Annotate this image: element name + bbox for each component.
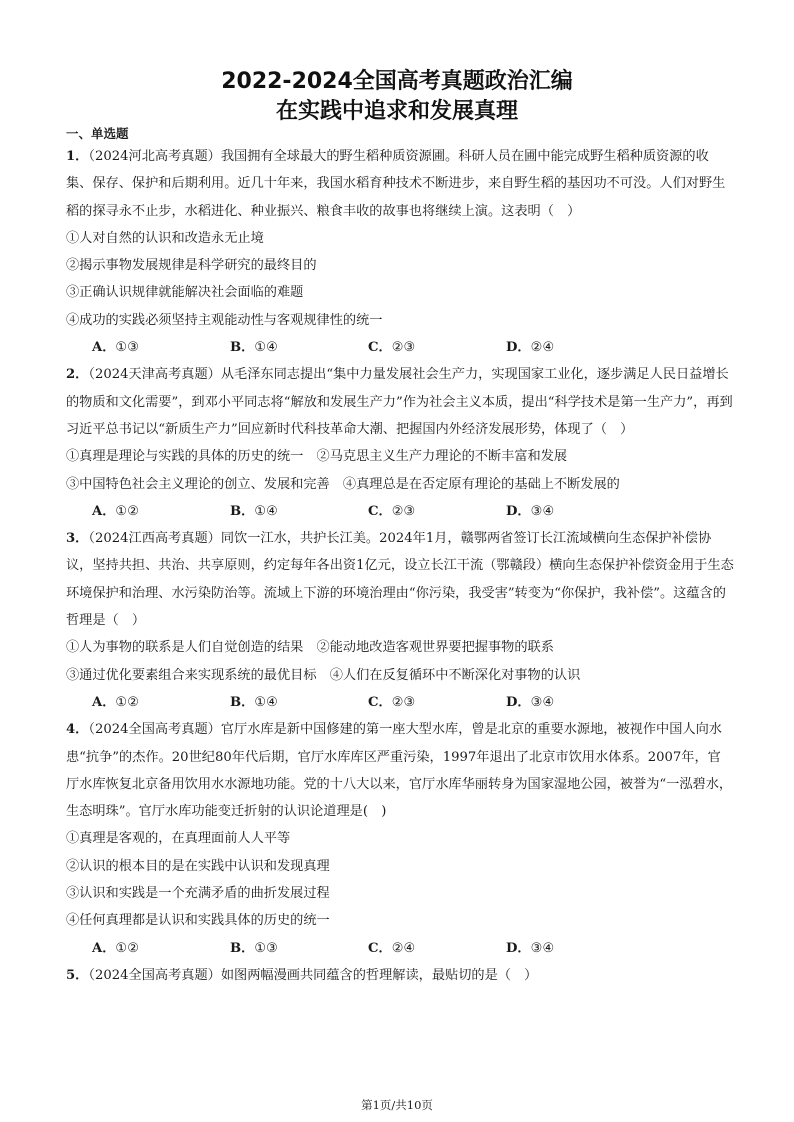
choice-value: ②③	[391, 694, 416, 710]
question-item	[66, 716, 734, 962]
statement-option: ①真理是客观的，在真理面前人人平等	[66, 831, 291, 847]
choice-value: ①③	[254, 940, 278, 956]
answer-choice	[230, 689, 368, 716]
question-list	[66, 143, 734, 989]
choice-value: ③④	[530, 694, 555, 710]
choice-letter: A．	[92, 340, 116, 356]
choice-letter: D．	[506, 503, 531, 519]
choice-letter: C．	[368, 940, 392, 956]
question-stem: （2024河北高考真题）我国拥有全球最大的野生稻种质资源圃。科研人员在圃中能完成野生稻种质资源的收集、保存、保护和后期利用。近几十年来，我国水稻育种技术不断进步，来自野生稻的基因功不可没。人们对野生稻的探寻永不止步，水稻进化、种业振兴、粮食丰收的故事也将继续上演。这表明（ ）	[66, 149, 726, 219]
question-text	[66, 143, 734, 225]
choice-value: ①②	[115, 940, 140, 956]
question-text	[66, 962, 734, 989]
answer-choice	[230, 935, 368, 962]
choice-letter: B．	[230, 340, 255, 356]
statement-option: ③认识和实践是一个充满矛盾的曲折发展过程	[66, 886, 330, 902]
choice-letter: B．	[230, 694, 255, 710]
choice-value: ①②	[115, 694, 140, 710]
answer-choices	[66, 935, 734, 962]
choice-letter: B．	[230, 940, 255, 956]
answer-choice	[368, 334, 506, 361]
answer-choice	[92, 498, 230, 525]
question-item	[66, 361, 734, 525]
answer-choice	[506, 334, 644, 361]
answer-choice	[92, 935, 230, 962]
choice-letter: A．	[92, 694, 116, 710]
statement-option: ①真理是理论与实践的具体的历史的统一 ②马克思主义生产力理论的不断丰富和发展	[66, 449, 568, 465]
statement-option: ④任何真理都是认识和实践具体的历史的统一	[66, 913, 330, 929]
question-item	[66, 962, 734, 989]
statement-option: ②认识的根本目的是在实践中认识和发现真理	[66, 858, 330, 874]
document-subtitle: 在实践中追求和发展真理	[275, 99, 518, 124]
question-stem: （2024天津高考真题）从毛泽东同志提出“集中力量发展社会生产力，实现国家工业化，逐步满足人民日益增长的物质和文化需要”，到邓小平同志将“解放和发展生产力”作为社会主义本质，提出“科学技术是第一生产力”，再到习近平总书记以“新质生产力”回应新时代科技革命大潮、把握国内外经济发展形势，体现了（ ）	[66, 367, 733, 437]
answer-choice	[506, 498, 644, 525]
answer-choices	[66, 334, 734, 361]
answer-choice	[230, 334, 368, 361]
choice-value: ③④	[530, 503, 555, 519]
answer-choice	[368, 935, 506, 962]
choice-value: ①④	[254, 340, 278, 356]
choice-letter: C．	[368, 694, 392, 710]
answer-choice	[506, 935, 644, 962]
question-stem: （2024全国高考真题）官厅水库是新中国修建的第一座大型水库，曾是北京的重要水源地，被视作中国人向水患“抗争”的杰作。20世纪80年代后期，官厅水库库区严重污染，1997年退出了北京市饮用水体系。2007年，官厅水库恢复北京备用饮用水水源地功能。党的十八大以来，官厅水库华丽转身为国家湿地公园，被誉为“一泓碧水，生态明珠”。官厅水库功能变迁折射的认识论道理是( )	[66, 722, 733, 820]
question-item	[66, 143, 734, 361]
answer-choice	[368, 498, 506, 525]
answer-choice	[368, 689, 506, 716]
choice-letter: C．	[368, 503, 392, 519]
choice-letter: A．	[92, 503, 116, 519]
choice-value: ②③	[391, 340, 416, 356]
question-number: 5．	[66, 967, 89, 983]
answer-choice	[506, 689, 644, 716]
answer-choice	[230, 498, 368, 525]
statement-option: ①人为事物的联系是人们自觉创造的结果 ②能动地改造客观世界要把握事物的联系	[66, 640, 554, 656]
question-number: 2．	[66, 367, 89, 383]
answer-choices	[66, 498, 734, 525]
choice-letter: B．	[230, 503, 255, 519]
statement-option: ②揭示事物发展规律是科学研究的最终目的	[66, 258, 317, 274]
answer-choices	[66, 689, 734, 716]
question-stem: （2024全国高考真题）如图两幅漫画共同蕴含的哲理解读，最贴切的是（ ）	[88, 967, 538, 983]
statement-option: ③正确认识规律就能解决社会面临的难题	[66, 285, 304, 301]
choice-letter: C．	[368, 340, 392, 356]
document-title: 2022-2024全国高考真题政治汇编	[221, 69, 573, 94]
statement-option: ④成功的实践必须坚持主观能动性与客观规律性的统一	[66, 312, 383, 328]
question-text	[66, 716, 734, 825]
question-number: 3．	[66, 531, 89, 547]
choice-letter: D．	[506, 340, 531, 356]
choice-letter: A．	[92, 940, 116, 956]
question-item	[66, 525, 734, 716]
choice-value: ①④	[254, 694, 278, 710]
choice-value: ②④	[391, 940, 416, 956]
choice-letter: D．	[506, 694, 531, 710]
statement-option: ③通过优化要素组合来实现系统的最优目标 ④人们在反复循环中不断深化对事物的认识	[66, 667, 581, 683]
choice-value: ①④	[254, 503, 278, 519]
choice-value: ①②	[115, 503, 140, 519]
answer-choice	[92, 334, 230, 361]
statement-option: ①人对自然的认识和改造永无止境	[66, 230, 264, 246]
statement-option: ③中国特色社会主义理论的创立、发展和完善 ④真理总是在否定原有理论的基础上不断发展的	[66, 476, 620, 492]
question-text	[66, 361, 734, 443]
page-footer: 第1页/共10页	[361, 1098, 433, 1112]
choice-value: ①③	[115, 340, 140, 356]
choice-value: ②④	[530, 340, 555, 356]
choice-value: ③④	[530, 940, 555, 956]
choice-value: ②③	[391, 503, 416, 519]
question-number: 4．	[66, 722, 89, 738]
question-text	[66, 525, 734, 634]
answer-choice	[92, 689, 230, 716]
question-stem: （2024江西高考真题）同饮一江水，共护长江美。2024年1月，赣鄂两省签订长江流域横向生态保护补偿协议，坚持共担、共治、共享原则，约定每年各出资1亿元，设立长江干流（鄂赣段）横向生态保护补偿资金用于生态环境保护和治理、水污染防治等。流域上下游的环境治理由“你污染，我受害”转变为“你保护，我补偿”。这蕴含的哲理是（ ）	[66, 531, 734, 629]
question-number: 1．	[66, 149, 89, 164]
section-heading: 一、单选题	[66, 126, 129, 141]
choice-letter: D．	[506, 940, 531, 956]
